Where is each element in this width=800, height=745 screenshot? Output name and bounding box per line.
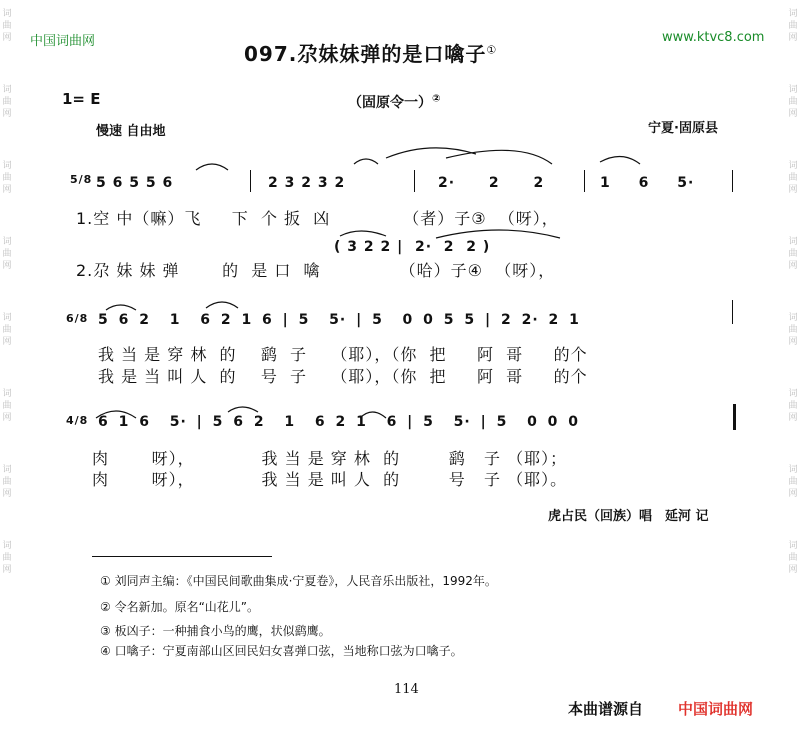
footnote-3: ③ 板凶子：一种捕食小鸟的鹰，状似鹞鹰。 bbox=[100, 624, 331, 638]
system3-lyric-2: 肉 呀）， 我 当 是 叫 人 的 号 子 （耶）。 bbox=[92, 470, 568, 489]
time-signature-2: 6/8 bbox=[66, 312, 89, 325]
key-signature: 1= E bbox=[62, 90, 101, 108]
site-name-left[interactable]: 中国词曲网 bbox=[30, 34, 96, 49]
footnote-1: ① 刘同声主编：《中国民间歌曲集成·宁夏卷》，人民音乐出版社，1992年。 bbox=[100, 574, 497, 588]
footnote-2: ② 令名新加。原名“山花儿”。 bbox=[100, 600, 260, 614]
page-number: 114 bbox=[394, 682, 419, 697]
tempo-marking: 慢速 自由地 bbox=[96, 124, 166, 139]
system2-notes: 5 6 2 1 6 2 1 6 | 5 5· | 5 0 0 5 5 | 2 2· 2 1 bbox=[98, 312, 580, 328]
system2-lyric-1: 我 当 是 穿 林 的 鹞 子 （耶），（你 把 阿 哥 的个 bbox=[98, 345, 588, 364]
site-url-right[interactable]: www.ktvc8.com bbox=[662, 30, 765, 45]
source-site-link[interactable]: 中国词曲网 bbox=[678, 700, 754, 718]
subtitle: （固原令一）② bbox=[348, 93, 441, 111]
system1-notes-c: 2· 2 2 bbox=[438, 175, 545, 191]
system1-lyric-2: 2.尕 妹 妹 弹 的 是 口 噙 （哈）子④ （呀）， bbox=[76, 261, 556, 280]
barline bbox=[732, 300, 733, 324]
system1-notes-a: 5 6 5 5 6 bbox=[96, 175, 174, 191]
barline bbox=[584, 170, 585, 192]
barline bbox=[250, 170, 251, 192]
performer-credit: 虎占民（回族）唱 延河 记 bbox=[548, 509, 709, 524]
footnote-4: ④ 口噙子：宁夏南部山区回民妇女喜弹口弦，当地称口弦为口噙子。 bbox=[100, 644, 463, 658]
system1-notes-b: 2 3 2 3 2 bbox=[268, 175, 346, 191]
left-watermark: 词曲网 词曲网 词曲网 词曲网 词曲网 词曲网 词曲网 词曲网 bbox=[2, 9, 12, 575]
source-label: 本曲谱源自 bbox=[568, 700, 644, 718]
system3-notes: 6 1 6 5· | 5 6 2 1 6 2 1 6 | 5 5· | 5 0 0 0 bbox=[98, 414, 580, 430]
system3-lyric-1: 肉 呀）， 我 当 是 穿 林 的 鹞 子 （耶）； bbox=[92, 449, 568, 468]
time-signature-3: 4/8 bbox=[66, 414, 89, 427]
time-signature-1: 5/8 bbox=[70, 173, 93, 186]
system2-lyric-2: 我 是 当 叫 人 的 号 子 （耶），（你 把 阿 哥 的个 bbox=[98, 367, 588, 386]
barline bbox=[414, 170, 415, 192]
system1-notes-d: 1 6 5· bbox=[600, 175, 695, 191]
right-watermark: 词曲网 词曲网 词曲网 词曲网 词曲网 词曲网 词曲网 词曲网 bbox=[788, 9, 798, 575]
system1-alt-notes: ( 3 2 2 | 2· 2 2 ) bbox=[334, 239, 491, 255]
footnote-divider bbox=[92, 556, 272, 557]
song-title: 097.尕妹妹弹的是口噙子① bbox=[244, 42, 498, 66]
origin: 宁夏·固原县 bbox=[648, 121, 718, 136]
barline bbox=[732, 170, 733, 192]
system1-lyric-1: 1.空 中（嘛）飞 下 个 扳 凶 （者）子③ （呀）， bbox=[76, 209, 559, 228]
final-barline bbox=[733, 404, 736, 430]
